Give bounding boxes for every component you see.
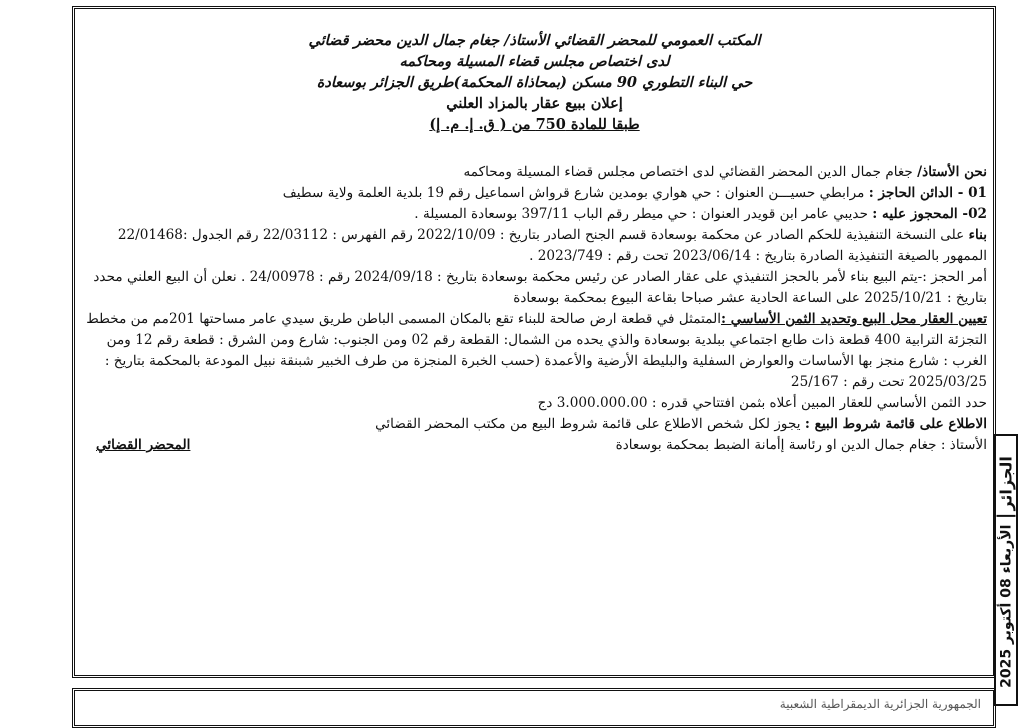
property-label: تعيين العقار محل البيع وتحديد الثمن الأساسي : (721, 311, 987, 327)
signature: المحضر القضائي (96, 437, 191, 453)
creditor-paragraph (82, 183, 987, 204)
notice-body (82, 162, 987, 456)
newspaper-name: الجزائر (997, 452, 1016, 516)
closing-line (82, 435, 987, 456)
judgment-text: على النسخة التنفيذية للحكم الصادر عن محكمة بوسعادة قسم الجنح الصادر بتاريخ : 2022/10/09 رقم الفهرس : 22/03112 رقم الجدول :22/01468 الممهور بالصيغة التنفيذية الصادرة بتاريخ : 2023/06/14 تحت رقم : 2023/749 . (117, 227, 987, 264)
price-paragraph: حدد الثمن الأساسي للعقار المبين أعلاه بثمن افتتاحي قدره : 3.000.000.00 دج (537, 395, 987, 411)
seizure-paragraph: أمر الحجز :-يتم البيع بناء لأمر بالحجز التنفيذي على عقار الصادر عن رئيس محكمة بوسعادة بتاريخ : 2024/09/18 رقم : 24/00978 . نعلن أن البيع العلني محدد بتاريخ : 2025/10/21 على الساعة الحادية عشر صباحا بقاعة البيوع بمحكمة بوسعادة (93, 269, 987, 306)
debtor-text: حديبي عامر ابن قويدر العنوان : حي ميطر رقم الباب 397/11 بوسعادة المسيلة . (414, 206, 873, 222)
bailiff-label: نحن الأستاذ/ (917, 164, 987, 180)
notice-header (80, 30, 989, 135)
notice-title: إعلان ببيع عقار بالمزاد العلني (446, 95, 623, 112)
office-line: المكتب العمومي للمحضر القضائي الأستاذ/ جغام جمال الدين محضر قضائي (308, 32, 761, 49)
creditor-text: مرابطي حسيـــن العنوان : حي هواري بومدين شارع قرواش اسماعيل رقم 19 بلدية العلمة ولاية سطيف (282, 185, 869, 201)
legal-article: طبقا للمادة 750 من ( ق. إ. م. إ) (429, 116, 640, 133)
sidebar-label (997, 452, 1016, 688)
creditor-label: 01 - الدائن الحاجز : (868, 185, 987, 201)
address-line: حي البناء التطوري 90 مسكن (بمحاذاة المحكمة)طريق الجزائر بوسعادة (316, 74, 753, 91)
conditions-label: الاطلاع على قائمة شروط البيع : (804, 416, 987, 432)
bailiff-text: جغام جمال الدين المحضر القضائي لدى اختصاص مجلس قضاء المسيلة ومحاكمه (463, 164, 918, 180)
next-notice-frame (72, 688, 996, 728)
conditions-paragraph (82, 414, 987, 435)
property-paragraph (82, 309, 987, 393)
newspaper-sidebar (994, 434, 1018, 706)
property-text: المتمثل في قطعة ارض صالحة للبناء تقع بالمكان المسمى الباطن طريق سيدي عامر مساحتها 201مم من مخطط التجزئة الترابية 400 قطعة ذات طابع اجتماعي ببلدية بوسعادة والذي يحده من الشمال: القطعة رقم 02 ومن الجنوب: شارع ومن الشرق : قطعة رقم 12 ومن الغرب : شارع منجز بها الأساسات والعوارض السفلية والبليطة الأرضية والأعمدة (حسب الخبرة المنجزة من طرف الخبير شبنقة نبيل المودعة بالمحكمة بتاريخ : 2025/03/25 تحت رقم : 25/167 (86, 311, 987, 390)
next-notice-text: الجمهورية الجزائرية الديمقراطية الشعبية (779, 697, 981, 711)
issue-date: الأربعاء 08 أكتوبر 2025 (998, 524, 1014, 688)
debtor-label: 02- المحجوز عليه : (872, 206, 987, 222)
bailiff-paragraph (82, 162, 987, 183)
debtor-paragraph (82, 204, 987, 225)
jurisdiction-line: لدى اختصاص مجلس قضاء المسيلة ومحاكمه (399, 53, 670, 70)
closing-text: الأستاذ : جغام جمال الدين او رئاسة إأمانة الضبط بمحكمة بوسعادة (615, 437, 987, 453)
judgment-paragraph (82, 225, 987, 267)
conditions-text: يجوز لكل شخص الاطلاع على قائمة شروط البيع من مكتب المحضر القضائي (375, 416, 805, 432)
judgment-label: بناء (968, 227, 987, 243)
